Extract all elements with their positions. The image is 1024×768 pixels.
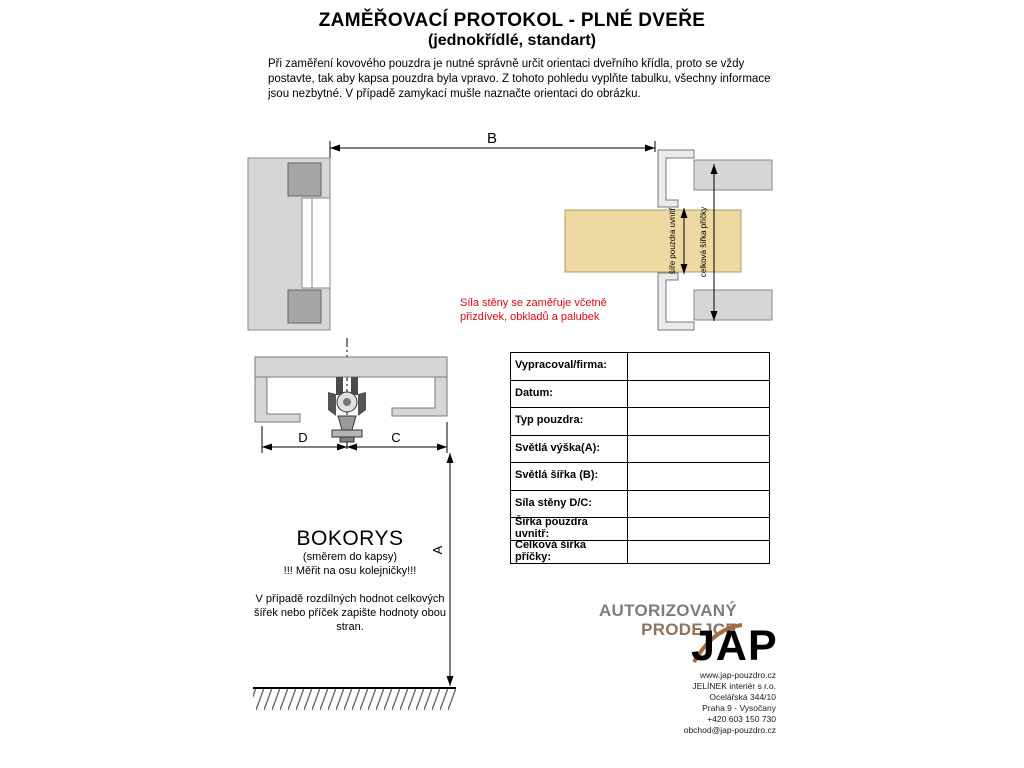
contact-line-website: www.jap-pouzdro.cz: [699, 670, 776, 680]
authorized-line1: AUTORIZOVANÝ: [598, 601, 737, 620]
form-label-cell: Typ pouzdra:: [511, 408, 628, 435]
dimension-c-label: C: [391, 430, 401, 445]
logo-text: JAP: [691, 622, 778, 670]
form-value-cell[interactable]: [628, 408, 769, 435]
page-title: ZAMĚŘOVACÍ PROTOKOL - PLNÉ DVEŘE: [318, 10, 706, 31]
form-value-cell[interactable]: [628, 491, 769, 518]
pocket-cavity: [302, 198, 330, 288]
form-value-cell[interactable]: [628, 463, 769, 490]
contact-info: [684, 670, 776, 736]
form-value-cell[interactable]: [628, 436, 769, 463]
bokorys-difference-note: V případě rozdílných hodnot celkových šířek nebo příček zapište hodnoty obou stran.: [253, 592, 446, 634]
table-row: [511, 436, 769, 464]
table-row: [511, 491, 769, 519]
pocket-wall-section: [248, 158, 330, 330]
form-label-cell: Světlá šířka (B):: [511, 463, 628, 490]
contact-line-phone: +420 603 150 730: [707, 714, 776, 725]
bokorys-block: [250, 527, 450, 634]
dimension-b-label: B: [486, 130, 498, 147]
jamb-profile-top: [658, 150, 694, 207]
form-label-cell: Datum:: [511, 381, 628, 408]
form-value-cell[interactable]: [628, 541, 769, 564]
table-row: [511, 408, 769, 436]
table-row: [511, 353, 769, 381]
measurement-form-table: [510, 352, 770, 564]
form-value-cell[interactable]: [628, 518, 769, 540]
dimension-d-label: D: [298, 430, 308, 445]
ground-hatch: [253, 688, 456, 710]
form-label-cell: Šířka pouzdra uvnitř:: [511, 518, 628, 540]
bokorys-direction-note: (směrem do kapsy): [302, 551, 398, 563]
dimension-a-label: A: [430, 545, 445, 555]
right-bracket-profile: [392, 377, 447, 416]
left-bracket-profile: [255, 377, 300, 422]
bokorys-title: BOKORYS: [296, 527, 404, 550]
table-row: [511, 518, 769, 541]
contact-line-email: obchod@jap-pouzdro.cz: [683, 725, 776, 736]
wall-thickness-note: Síla stěny se zaměřuje včetně přizdívek, obkladů a palubek: [460, 297, 607, 323]
page-subtitle: (jednokřídlé, standart): [427, 32, 597, 49]
form-label-cell: Světlá výška(A):: [511, 436, 628, 463]
door-panel: [565, 210, 741, 272]
total-width-label: celková šířka příčky: [699, 206, 708, 278]
dimension-b: [330, 130, 655, 159]
wall-post-top: [288, 163, 321, 196]
wall-band-top: [694, 160, 772, 190]
jamb-profile-bottom: [658, 273, 694, 330]
wall-post-bottom: [288, 290, 321, 323]
form-label-cell: Vypracoval/firma:: [511, 353, 628, 380]
inner-width-label: šíře pouzdra uvnitř: [668, 207, 677, 275]
table-row: [511, 381, 769, 409]
contact-line-street: Ocelářská 344/10: [709, 692, 776, 703]
form-value-cell[interactable]: [628, 353, 769, 380]
table-row: [511, 541, 769, 564]
intro-text: Při zaměření kovového pouzdra je nutné správně určit orientaci dveřního křídla, proto se vždy postavte, tak aby kapsa pouzdra byla vpravo. Z tohoto pohledu vyplňte tabulku, všechny informace jsou nezbytné. V případě zamykací mušle naznačte orientaci do obrázku.: [268, 58, 771, 101]
jap-logo: [688, 616, 780, 670]
roller-mechanism: [328, 377, 366, 442]
header-bar: [255, 357, 447, 377]
form-label-cell: Celková šířka příčky:: [511, 541, 628, 564]
table-row: [511, 463, 769, 491]
bokorys-axis-note: !!! Měřit na osu kolejničky!!!: [283, 564, 417, 577]
contact-line-company: JELÍNEK interiér s r.o.: [692, 681, 776, 692]
authorized-line2: PRODEJCE: [641, 620, 737, 640]
wall-band-bottom: [694, 290, 772, 320]
form-label-cell: Síla stěny D/C:: [511, 491, 628, 518]
contact-line-city: Praha 9 - Vysočany: [702, 703, 776, 714]
form-value-cell[interactable]: [628, 381, 769, 408]
